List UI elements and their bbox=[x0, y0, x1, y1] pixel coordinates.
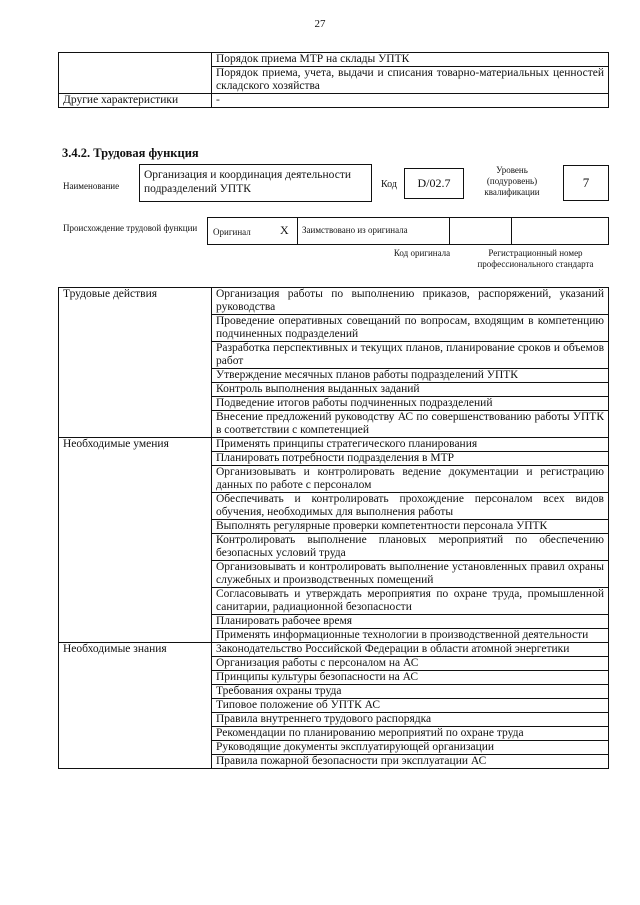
original-label: Оригинал bbox=[213, 227, 251, 237]
labor-actions-title: Трудовые действия bbox=[59, 288, 212, 438]
reg-caption: Регистрационный номер профессионального стандарта bbox=[477, 248, 594, 269]
labor-action: Разработка перспективных и текущих планов, планирование сроков и объемов работ bbox=[212, 342, 609, 369]
labor-action: Проведение оперативных совещаний по вопросам, входящим в компетенцию подчиненных подразделений bbox=[212, 315, 609, 342]
other-characteristics-value: - bbox=[212, 94, 609, 108]
skill-item: Организовывать и контролировать выполнение установленных правил охраны служебных и производственных помещений bbox=[212, 561, 609, 588]
skill-item: Планировать потребности подразделения в МТР bbox=[212, 452, 609, 466]
skill-item: Планировать рабочее время bbox=[212, 615, 609, 629]
code-caption: Код оригинала bbox=[393, 248, 451, 258]
borrowed-label: Заимствовано из оригинала bbox=[302, 225, 408, 235]
knowledge-title: Необходимые знания bbox=[59, 643, 212, 769]
origin-box bbox=[207, 217, 609, 245]
knowledge-item: Принципы культуры безопасности на АС bbox=[212, 671, 609, 685]
skill-item: Согласовывать и утверждать мероприятия по охране труда, промышленной санитарии, радиационной безопасности bbox=[212, 588, 609, 615]
knowledge-item: Законодательство Российской Федерации в области атомной энергетики bbox=[212, 643, 609, 657]
knowledge-item: Типовое положение об УПТК АС bbox=[212, 699, 609, 713]
skill-item: Организовывать и контролировать ведение документации и регистрацию данных по работе с персоналом bbox=[212, 466, 609, 493]
code-label: Код bbox=[381, 179, 397, 190]
code-value: D/02.7 bbox=[404, 168, 464, 199]
knowledge-item: Организация работы с персоналом на АС bbox=[212, 657, 609, 671]
section-title: 3.4.2. Трудовая функция bbox=[62, 146, 199, 160]
skill-item: Применять принципы стратегического планирования bbox=[212, 438, 609, 452]
labor-action: Организация работы по выполнению приказов, распоряжений, указаний руководства bbox=[212, 288, 609, 315]
labor-action: Контроль выполнения выданных заданий bbox=[212, 383, 609, 397]
skill-item: Выполнять регулярные проверки компетентности персонала УПТК bbox=[212, 520, 609, 534]
knowledge-item: Правила внутреннего трудового распорядка bbox=[212, 713, 609, 727]
top-row-2: Порядок приема, учета, выдачи и списания товарно-материальных ценностей складского хозяйства bbox=[212, 67, 609, 94]
level-value: 7 bbox=[563, 165, 609, 201]
labor-action: Подведение итогов работы подчиненных подразделений bbox=[212, 397, 609, 411]
origin-label: Происхождение трудовой функции bbox=[63, 223, 198, 233]
knowledge-item: Рекомендации по планированию мероприятий по охране труда bbox=[212, 727, 609, 741]
knowledge-item: Требования охраны труда bbox=[212, 685, 609, 699]
function-name-value: Организация и координация деятельности подразделений УПТК bbox=[139, 164, 372, 202]
skills-title: Необходимые умения bbox=[59, 438, 212, 643]
name-label: Наименование bbox=[63, 181, 120, 191]
labor-action: Внесение предложений руководству АС по совершенствованию работы УПТК в соответствии с компетенцией bbox=[212, 411, 609, 438]
skill-item: Контролировать выполнение плановых мероприятий по обеспечению безопасных условий труда bbox=[212, 534, 609, 561]
top-row-1: Порядок приема МТР на склады УПТК bbox=[212, 53, 609, 67]
skill-item: Обеспечивать и контролировать прохождение персоналом всех видов обучения, необходимых для выполнения работы bbox=[212, 493, 609, 520]
knowledge-item: Правила пожарной безопасности при эксплуатации АС bbox=[212, 755, 609, 769]
page-number: 27 bbox=[314, 18, 326, 30]
level-label: Уровень (подуровень) квалификации bbox=[484, 165, 540, 197]
original-mark: X bbox=[280, 223, 289, 237]
knowledge-item: Руководящие документы эксплуатирующей организации bbox=[212, 741, 609, 755]
labor-action: Утверждение месячных планов работы подразделений УПТК bbox=[212, 369, 609, 383]
other-characteristics-label: Другие характеристики bbox=[59, 94, 212, 108]
function-table bbox=[58, 287, 609, 769]
top-table bbox=[58, 52, 609, 108]
skill-item: Применять информационные технологии в производственной деятельности bbox=[212, 629, 609, 643]
